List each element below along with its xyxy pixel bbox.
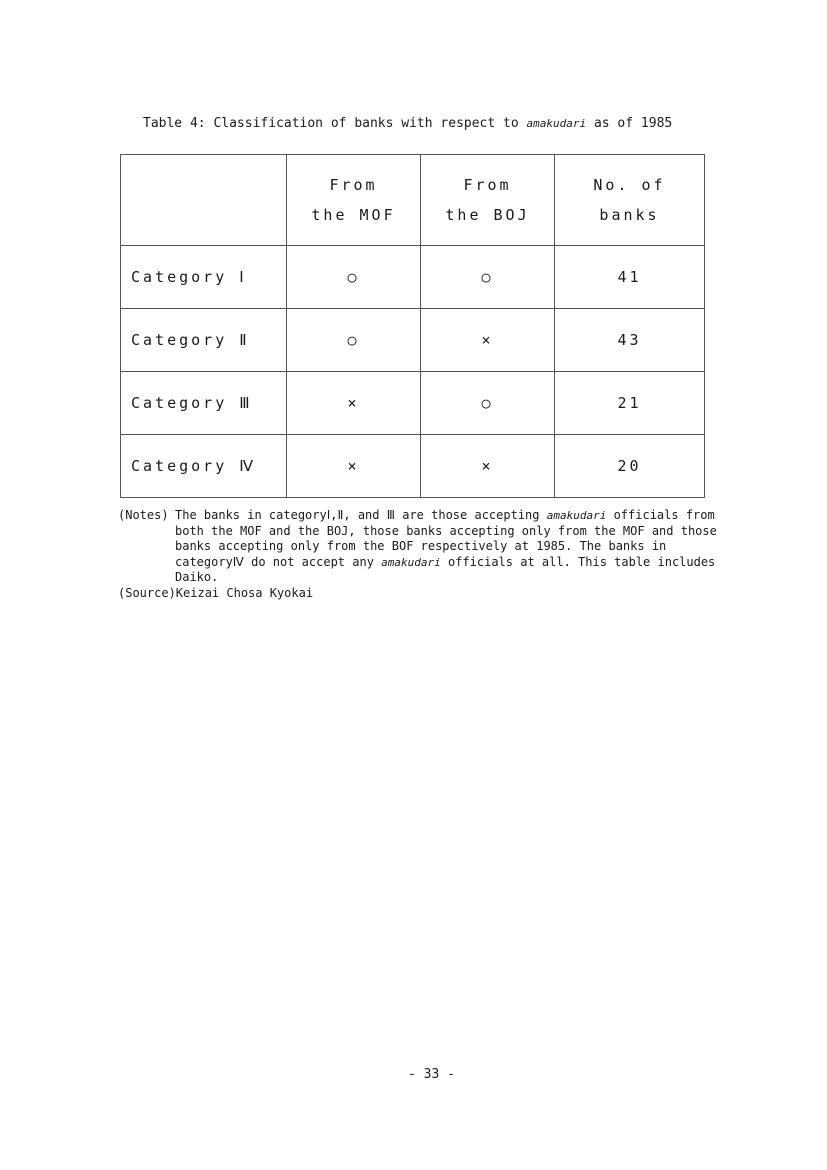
row-mof-mark: ○ (287, 246, 421, 309)
table-notes (118, 508, 738, 586)
row-boj-mark: ○ (421, 372, 555, 435)
table-source: (Source)Keizai Chosa Kyokai (118, 586, 314, 600)
page-number: - 33 - (408, 1067, 455, 1082)
row-category-label: Category Ⅰ (121, 246, 287, 309)
header-no-of-banks-line1: No. of (593, 176, 666, 194)
header-from-boj (421, 155, 555, 246)
table-row (121, 309, 705, 372)
notes-body: The banks in categoryⅠ,Ⅱ, and Ⅲ are those accepting amakudari officials from both the MOF and the BOJ, those banks accepting only from the MOF and those banks accepting only from the BOF respectively at 1985. The banks in categoryⅣ do not accept any amakudari officials at all. This table includes Daiko. (175, 508, 717, 584)
table-caption (143, 116, 672, 131)
table-row (121, 372, 705, 435)
header-from-mof (287, 155, 421, 246)
table-row (121, 246, 705, 309)
row-boj-mark: ○ (421, 246, 555, 309)
header-from-mof-line1: From (329, 176, 378, 194)
row-boj-mark: × (421, 435, 555, 498)
row-mof-mark: × (287, 435, 421, 498)
header-no-of-banks (555, 155, 705, 246)
row-bank-count: 21 (555, 372, 705, 435)
row-category-label: Category Ⅳ (121, 435, 287, 498)
caption-prefix: Table 4: Classification of banks with respect to (143, 116, 527, 131)
notes-term: amakudari (381, 555, 441, 569)
notes-label: (Notes) (118, 508, 169, 522)
row-category-label: Category Ⅲ (121, 372, 287, 435)
row-bank-count: 20 (555, 435, 705, 498)
caption-term: amakudari (526, 117, 587, 130)
table-row (121, 435, 705, 498)
notes-term: amakudari (546, 509, 607, 522)
classification-table (120, 154, 705, 498)
caption-suffix: as of 1985 (586, 116, 673, 131)
row-category-label: Category Ⅱ (121, 309, 287, 372)
header-from-boj-line2: the BOJ (445, 206, 530, 224)
header-from-mof-line2: the MOF (311, 206, 396, 224)
row-bank-count: 43 (555, 309, 705, 372)
row-boj-mark: × (421, 309, 555, 372)
row-bank-count: 41 (555, 246, 705, 309)
header-from-boj-line1: From (463, 176, 512, 194)
header-no-of-banks-line2: banks (599, 206, 660, 224)
row-mof-mark: ○ (287, 309, 421, 372)
header-blank (121, 155, 287, 246)
row-mof-mark: × (287, 372, 421, 435)
table-header-row (121, 155, 705, 246)
